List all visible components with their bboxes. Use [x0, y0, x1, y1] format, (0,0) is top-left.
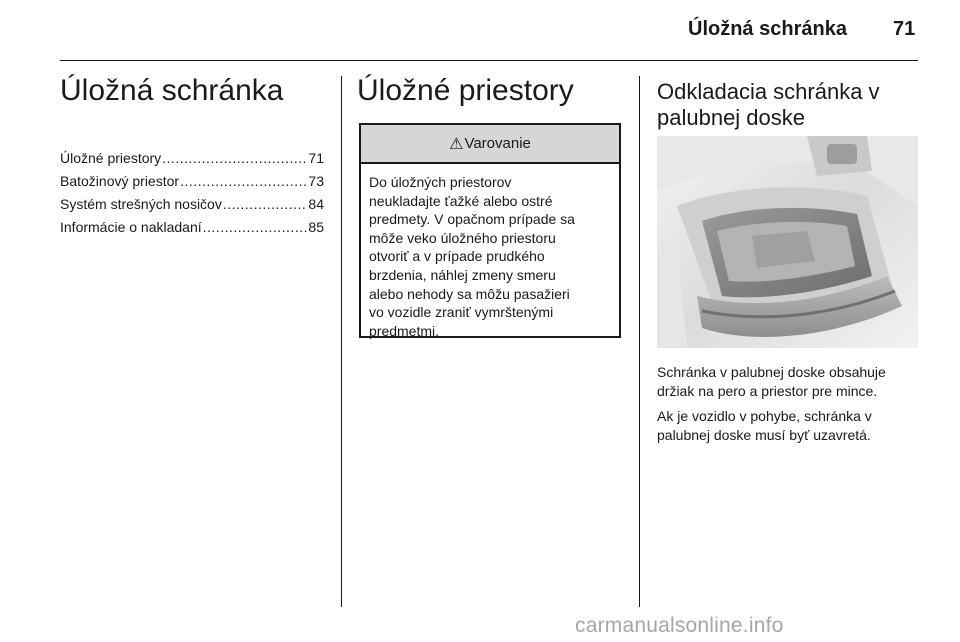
toc-entry-page: 84: [308, 196, 324, 212]
subsection-title-line: palubnej doske: [657, 105, 806, 130]
warning-line: neukladajte ťažké alebo ostré: [369, 192, 553, 209]
watermark: carmanualsonline.info: [575, 614, 784, 637]
subsection-title-line: Odkladacia schránka v: [657, 79, 880, 104]
warning-line: alebo nehody sa môžu pasažieri: [369, 285, 570, 302]
toc-entry-label: Systém strešných nosičov: [60, 196, 222, 212]
warning-line: brzdenia, náhlej zmeny smeru: [369, 266, 556, 283]
toc-entry-page: 85: [308, 219, 324, 235]
column-divider-1: [341, 76, 342, 607]
warning-line: predmetmi.: [369, 322, 440, 339]
toc-entry[interactable]: [60, 173, 324, 196]
warning-line: predmety. V opačnom prípade sa: [369, 211, 575, 228]
toc-leader-dots: [203, 219, 308, 235]
warning-line: Do úložných priestorov: [369, 174, 512, 190]
warning-line: otvoriť a v prípade prudkého: [369, 248, 545, 265]
chapter-title: Úložná schránka: [60, 74, 284, 107]
toc-leader-dots: [162, 150, 307, 166]
toc-entry-label: Úložné priestory: [60, 150, 162, 166]
header-page-number: 71: [893, 18, 916, 40]
paragraph-line: palubnej doske musí byť uzavretá.: [657, 427, 871, 443]
toc-entry-label: Informácie o nakladaní: [60, 219, 202, 235]
subsection-title: [657, 79, 927, 131]
toc-entry[interactable]: [60, 196, 324, 219]
warning-box: [359, 123, 621, 338]
section-title: Úložné priestory: [357, 74, 574, 107]
toc-entry[interactable]: [60, 219, 324, 242]
paragraph-line: držiak na pero a priestor pre mince.: [657, 383, 878, 399]
warning-header: [361, 125, 619, 164]
warning-triangle-icon: ⚠: [449, 135, 464, 153]
header-divider: [60, 60, 918, 61]
warning-line: vo vozidle zraniť vymrštenými: [369, 304, 554, 321]
paragraph: [657, 407, 927, 445]
toc-entry-label: Batožinový priestor: [60, 173, 180, 189]
toc-entry[interactable]: [60, 150, 324, 173]
glovebox-photo: [657, 136, 918, 348]
paragraph-line: Schránka v palubnej doske obsahuje: [657, 364, 886, 380]
warning-line: môže veko úložného priestoru: [369, 229, 556, 246]
toc-entry-page: 73: [308, 173, 324, 189]
warning-heading: Varovanie: [464, 135, 531, 152]
column-divider-2: [639, 76, 640, 607]
header-title: Úložná schránka: [688, 18, 847, 40]
toc-leader-dots: [180, 173, 307, 189]
paragraph: [657, 363, 927, 401]
table-of-contents: [60, 150, 324, 242]
warning-text: [361, 164, 619, 340]
paragraph-line: Ak je vozidlo v pohybe, schránka v: [657, 408, 872, 424]
toc-leader-dots: [223, 196, 308, 212]
toc-entry-page: 71: [308, 150, 324, 166]
